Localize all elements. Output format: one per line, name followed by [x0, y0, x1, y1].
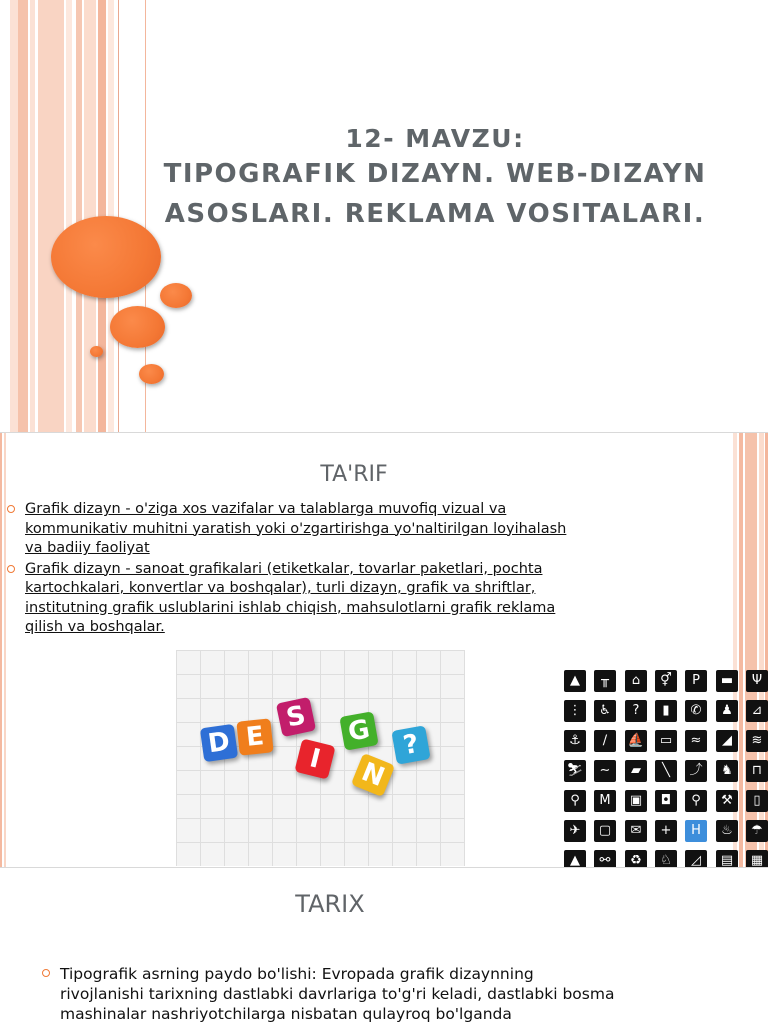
cube-letter: ? — [391, 725, 430, 764]
mail-icon: ✉ — [625, 820, 647, 842]
car-icon: ◘ — [655, 790, 677, 812]
section-heading: TA'RIF — [320, 462, 388, 487]
definition-list — [7, 500, 577, 638]
campfire-icon: ▲ — [564, 850, 586, 867]
list-item-text: Tipografik asrning paydo bo'lishi: Evropada grafik dizaynning rivojlanishi tarixning dastlabki davrlariga to'g'ri keladi, dastlabki bosma mashinalar nashriyotchilarga nisbatan qulayroq bo'lganda — [60, 965, 615, 1023]
sledding-icon: ∼ — [594, 760, 616, 782]
lookout-icon: ⊓ — [746, 760, 768, 782]
snowmobile-icon: ▰ — [625, 760, 647, 782]
list-item — [7, 500, 577, 559]
bullet-icon — [7, 565, 15, 573]
list-item-text: Grafik dizayn - sanoat grafikalari (etiketkalar, tovarlar paketlari, pochta kartochkalari, konvertlar va boshqalar), turli dizayn, grafik va shriftlar, institutning grafik uslublarini ishlab chiqish, mahsulotlarni grafik reklama qilish va boshqalar. — [25, 560, 556, 635]
parking-icon: P — [685, 670, 707, 692]
shower-icon: ☂ — [746, 820, 768, 842]
bus-icon: ▣ — [625, 790, 647, 812]
fuel-icon: ▯ — [746, 790, 768, 812]
cube-letter: S — [276, 697, 316, 737]
cube-letter: E — [236, 718, 273, 755]
first-aid-icon: + — [655, 820, 677, 842]
decor-stripe — [66, 0, 72, 432]
section-heading: TARIX — [295, 890, 365, 918]
bottle-icon: ▮ — [655, 700, 677, 722]
bed-icon: ▬ — [716, 670, 738, 692]
slide-title-line3-text: ASOSLARI. REKLAMA VOSITALARI. — [164, 199, 706, 229]
ferry-icon: ▭ — [655, 730, 677, 752]
title-slide — [0, 0, 768, 432]
bullet-icon — [42, 969, 50, 977]
trash-icon: ▢ — [594, 820, 616, 842]
decor-stripe — [0, 433, 2, 867]
picnic-table-icon: ╥ — [594, 670, 616, 692]
trail-icon: ⋮ — [564, 700, 586, 722]
slope-icon: ◿ — [685, 850, 707, 867]
fire-icon: ♨ — [716, 820, 738, 842]
motorcycle-icon: ⚲ — [685, 790, 707, 812]
sailboat-icon: ⛵ — [625, 730, 647, 752]
skiing-icon: ⛷ — [564, 760, 586, 782]
pets-icon: ♘ — [655, 850, 677, 867]
decor-stripe — [118, 0, 119, 432]
hospital-icon: H — [685, 820, 707, 842]
definition-slide — [0, 433, 768, 867]
info-icon: ? — [625, 700, 647, 722]
horse-icon: ♞ — [716, 760, 738, 782]
anchor-icon: ⚓ — [564, 730, 586, 752]
decor-stripe — [4, 433, 6, 867]
rv-dump-icon: ▦ — [746, 850, 768, 867]
restaurant-icon: Ψ — [746, 670, 768, 692]
wheelchair-icon: ♿ — [594, 700, 616, 722]
airport-icon: ✈ — [564, 820, 586, 842]
decor-stripe — [30, 0, 35, 432]
history-list — [42, 964, 622, 1024]
design-cubes-image — [176, 650, 465, 866]
decor-stripe — [739, 433, 743, 867]
boat-ramp-icon: ⊿ — [746, 700, 768, 722]
bullet-icon — [7, 505, 15, 513]
history-slide — [0, 868, 768, 1024]
decor-circle — [90, 346, 103, 357]
slide-title-line2 — [150, 154, 720, 234]
slide-title-line1: 12- MAVZU: — [345, 124, 525, 153]
decor-circle — [110, 306, 165, 348]
climbing-icon: ⤴ — [685, 760, 707, 782]
decor-stripe — [76, 0, 82, 432]
decor-stripe — [18, 0, 28, 432]
house-icon: ⌂ — [625, 670, 647, 692]
hiking-icon: ♟ — [716, 700, 738, 722]
swimming-icon: ≈ — [685, 730, 707, 752]
phone-icon: ✆ — [685, 700, 707, 722]
litter-icon: ⚯ — [594, 850, 616, 867]
tow-icon: ⚒ — [716, 790, 738, 812]
decor-stripe — [38, 0, 64, 432]
canoe-icon: ∕ — [594, 730, 616, 752]
decor-circle — [139, 364, 164, 384]
bicycle-icon: ⚲ — [564, 790, 586, 812]
list-item — [7, 560, 577, 638]
rv-icon: ▤ — [716, 850, 738, 867]
list-item — [42, 964, 622, 1024]
recycle-icon: ♻ — [625, 850, 647, 867]
ski-jump-icon: ╲ — [655, 760, 677, 782]
tent-icon: ▲ — [564, 670, 586, 692]
slide-title-line2-text: TIPOGRAFIK DIZAYN. WEB-DIZAYN — [163, 159, 707, 189]
cube-letter: N — [351, 753, 395, 797]
metro-icon: M — [594, 790, 616, 812]
restroom-icon: ⚥ — [655, 670, 677, 692]
decor-circle-large — [51, 216, 161, 298]
decor-circle — [160, 283, 192, 308]
list-item-text: Grafik dizayn - o'ziga xos vazifalar va talablarga muvofiq vizual va kommunikativ muhitni yaratish yoki o'zgartirishga yo'naltirilgan loyihalash va badiiy faoliyat — [25, 501, 567, 556]
cube-letter: D — [200, 724, 238, 762]
waterskiing-icon: ≋ — [746, 730, 768, 752]
cube-letter: G — [339, 711, 378, 750]
cube-letter: I — [294, 738, 335, 779]
decor-stripe — [10, 0, 18, 432]
surfing-icon: ◢ — [716, 730, 738, 752]
